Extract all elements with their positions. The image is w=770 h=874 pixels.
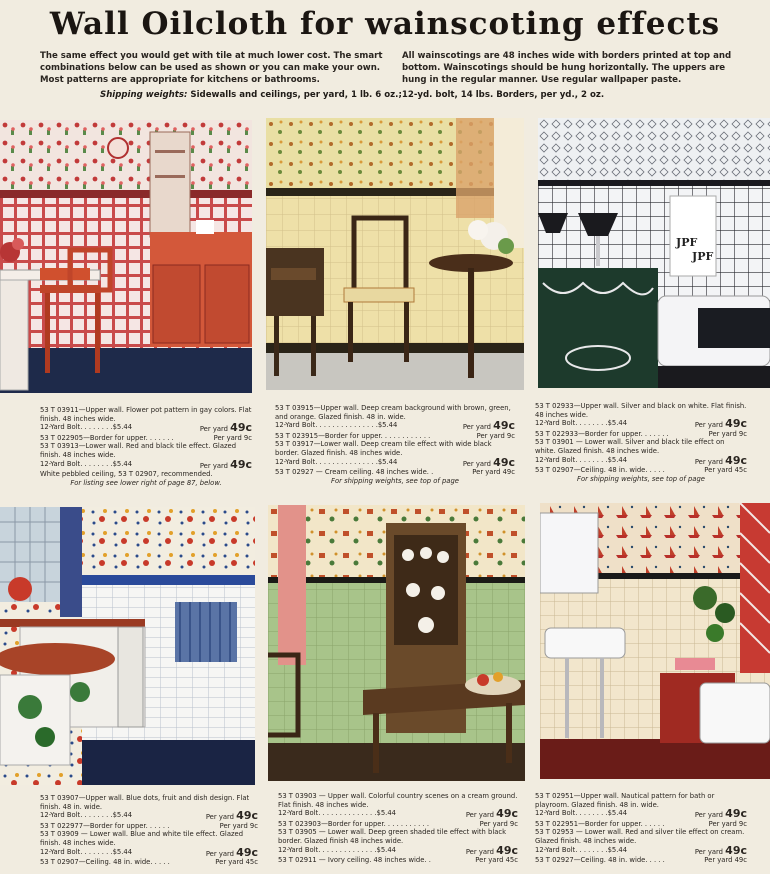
price-unit-group: [475, 856, 518, 865]
price-unit-group: [200, 423, 252, 434]
price-item: 12-Yard Bolt. . . . . . . .$5.44: [40, 847, 133, 856]
caption-3: [535, 402, 747, 483]
price-item: 53 T 022951—Border for upper. . . . . .: [535, 819, 665, 828]
item-description: White pebbled ceiling, 53 T 02907, recommended.: [40, 470, 213, 479]
item-description: 53 T 03903 — Upper wall. Colorful country scenes on a cream ground. Flat finish. 48 inches wide.: [278, 792, 518, 809]
price-unit-group: [199, 457, 252, 471]
item-description: 53 T 03915—Upper wall. Deep cream background with brown, green, and orange. Glazed finish. 48 in. wide.: [275, 404, 511, 421]
per-yard-label: Per yard 45c: [704, 466, 747, 475]
price-item: 12-Yard Bolt. . . . . . . .$5.44: [40, 423, 133, 432]
price-value: 49c: [493, 455, 515, 469]
price-unit-group: [480, 820, 518, 829]
intro-left-text: The same effect you would get with tile at much lower cost. The smart combinations below can be used as shown or you can make your own. Most patterns are appropriate for kitchens or bathrooms.: [40, 51, 383, 85]
item-description: 53 T 03911—Upper wall. Flower pot pattern in gay colors. Flat finish. 48 inches wide.: [40, 406, 252, 423]
price-unit-group: [466, 809, 518, 820]
per-yard-label: Per yard: [205, 849, 234, 858]
price-unit-group: [215, 858, 258, 867]
per-yard-label: Per yard: [694, 811, 723, 820]
item-description: 53 T 02951—Upper wall. Nautical pattern for bath or playroom. Glazed finish. 48 in. wide.: [535, 792, 715, 809]
price-item: 12-Yard Bolt. . . . . . . .$5.44: [535, 809, 628, 818]
caption-note: For shipping weights, see top of page: [577, 474, 705, 483]
price-item: 12-Yard Bolt. . . . . . . . . . . . . .$5.44: [278, 845, 396, 854]
price-unit-group: [462, 455, 515, 469]
caption-4: [40, 794, 258, 867]
price-item: 53 T 02907—Ceiling. 48 in. wide. . . . .: [535, 466, 665, 475]
price-unit-group: [704, 856, 747, 865]
bath-nautical-illustration: [540, 503, 770, 779]
bath-black-illustration: [538, 118, 770, 388]
price-row: [40, 811, 258, 822]
price-item: 53 T 02927 — Cream ceiling. 48 inches wide. .: [275, 468, 434, 477]
page-title: Wall Oilcloth for wainscoting effects: [49, 6, 721, 42]
room-photo-3: [538, 118, 770, 388]
price-unit-group: [220, 822, 258, 831]
caption-2: [275, 404, 515, 485]
price-row: [275, 468, 515, 477]
per-yard-label: Per yard: [205, 813, 234, 822]
price-row: [275, 421, 515, 432]
caption-5: [278, 792, 518, 865]
price-row: [535, 419, 747, 430]
price-unit-group: [214, 434, 252, 443]
room-photo-2: [266, 118, 524, 390]
price-item: 53 T 022977—Border for upper. . . . . .: [40, 821, 170, 830]
price-unit-group: [206, 811, 258, 822]
price-value: 49c: [725, 417, 747, 431]
price-item: 12-Yard Bolt. . . . . . . .$5.44: [40, 459, 133, 468]
caption-6: [535, 792, 747, 865]
per-yard-label: Per yard 9c: [219, 821, 258, 830]
price-row: [278, 856, 518, 865]
price-item: 12-Yard Bolt. . . . . . . . . . . . . . .$5.44: [275, 421, 398, 430]
caption-note: For shipping weights, see top of page: [331, 476, 459, 485]
price-item: 12-Yard Bolt. . . . . . . .$5.44: [535, 455, 628, 464]
room-photo-1: [0, 120, 252, 393]
price-unit-group: [695, 809, 747, 820]
price-item: 12-Yard Bolt. . . . . . . .$5.44: [535, 845, 628, 854]
per-yard-label: Per yard: [694, 421, 723, 430]
price-unit-group: [709, 820, 747, 829]
monogram-1: JPF: [676, 236, 698, 249]
price-row: [40, 434, 252, 443]
price-row: [40, 845, 258, 859]
price-unit-group: [695, 419, 747, 430]
item-description: 53 T 02953 — Lower wall. Red and silver tile effect on cream. Glazed finish. 48 inches wide.: [535, 828, 745, 845]
per-yard-label: Per yard: [694, 847, 723, 856]
price-value: 49c: [236, 809, 258, 823]
price-value: 49c: [493, 419, 515, 433]
per-yard-label: Per yard 45c: [215, 858, 258, 867]
per-yard-label: Per yard 9c: [708, 429, 747, 438]
item-description: 53 T 02933—Upper wall. Silver and black on white. Flat finish. 48 inches wide.: [535, 402, 747, 419]
per-yard-label: Per yard: [199, 425, 228, 434]
price-value: 49c: [725, 453, 747, 467]
per-yard-label: Per yard: [694, 457, 723, 466]
per-yard-label: Per yard: [465, 811, 494, 820]
item-description: 53 T 03907—Upper wall. Blue dots, fruit and dish design. Flat finish. 48 in. wide.: [40, 794, 250, 811]
price-row: [40, 858, 258, 867]
price-value: 49c: [230, 457, 252, 471]
price-row: [535, 430, 747, 439]
price-unit-group: [694, 453, 747, 467]
price-unit-group: [709, 430, 747, 439]
room-photo-5: [268, 505, 525, 781]
shipping-label: Shipping weights:: [100, 90, 188, 100]
per-yard-label: Per yard 9c: [213, 433, 252, 442]
price-item: 53 T 023915—Border for upper. . . . . . . . . . . .: [275, 431, 431, 440]
price-unit-group: [694, 843, 747, 857]
price-row: [535, 809, 747, 820]
price-item: 53 T 02907—Ceiling. 48 in. wide. . . . .: [40, 858, 170, 867]
price-unit-group: [463, 421, 515, 432]
price-row: [535, 843, 747, 857]
per-yard-label: Per yard 49c: [704, 856, 747, 865]
price-row: [40, 423, 252, 434]
per-yard-label: Per yard: [462, 423, 491, 432]
price-unit-group: [477, 432, 515, 441]
item-description: 53 T 03905 — Lower wall. Deep green shaded tile effect with black border. Glazed finish 48 inches wide.: [278, 828, 507, 845]
price-value: 49c: [230, 421, 252, 435]
price-item: 12-Yard Bolt. . . . . . . .$5.44: [40, 811, 133, 820]
price-unit-group: [704, 466, 747, 475]
item-description: 53 T 03913—Lower wall. Red and black tile effect. Glazed finish. 48 inches wide.: [40, 442, 237, 459]
price-value: 49c: [725, 807, 747, 821]
price-row: [535, 820, 747, 829]
price-value: 49c: [496, 807, 518, 821]
price-item: 53 T 02911 — Ivory ceiling. 48 inches wide. .: [278, 856, 431, 865]
kitchen-blue-illustration: [0, 507, 255, 785]
price-row: [278, 843, 518, 857]
monogram-2: JPF: [692, 250, 714, 263]
shipping-weights: [100, 90, 720, 100]
caption-note: For listing see lower right of page 87, below.: [70, 478, 222, 487]
price-unit-group: [205, 845, 258, 859]
dining-green-illustration: [268, 505, 525, 781]
price-item: 53 T 02927—Ceiling. 48 in. wide. . . . .: [535, 856, 665, 865]
price-row: [278, 809, 518, 820]
per-yard-label: Per yard: [462, 459, 491, 468]
price-item: 12-Yard Bolt. . . . . . . . . . . . . .$5.44: [278, 809, 396, 818]
price-row: [275, 432, 515, 441]
per-yard-label: Per yard 9c: [708, 819, 747, 828]
per-yard-label: Per yard 49c: [472, 468, 515, 477]
price-item: 53 T 022933—Border for upper. . . . . . .: [535, 429, 669, 438]
dining-cream-illustration: [266, 118, 524, 390]
price-row: [40, 457, 252, 471]
per-yard-label: Per yard: [465, 847, 494, 856]
price-row: [278, 820, 518, 829]
item-description: 53 T 03909 — Lower wall. Blue and white tile effect. Glazed finish. 48 inches wide.: [40, 830, 244, 847]
intro-right-text: All wainscotings are 48 inches wide with borders printed at top and bottom. Wainscotings should be hung horizontally. The uppers are hung in the regular manner. Use regular wallpaper paste.: [402, 51, 732, 85]
kitchen-red-illustration: [0, 120, 252, 393]
room-photo-4: [0, 507, 255, 785]
price-unit-group: [465, 843, 518, 857]
per-yard-label: Per yard 9c: [479, 819, 518, 828]
price-item: 53 T 023903—Border for upper. . . . . . . . . . .: [278, 819, 429, 828]
per-yard-label: Per yard 45c: [475, 856, 518, 865]
price-row: [535, 856, 747, 865]
price-item: 12-Yard Bolt. . . . . . . . . . . . . . .$5.44: [275, 457, 398, 466]
per-yard-label: Per yard: [199, 461, 228, 470]
item-description: 53 T 03917—Lower wall. Deep cream tile effect with wide black border. Glazed finish. 48 inches wide.: [275, 440, 492, 457]
item-description: 53 T 03901 — Lower wall. Silver and black tile effect on white. Glazed finish. 48 inches wide.: [535, 438, 725, 455]
price-value: 49c: [236, 845, 258, 859]
price-row: [535, 453, 747, 467]
price-unit-group: [472, 468, 515, 477]
caption-1: [40, 406, 252, 487]
price-value: 49c: [496, 843, 518, 857]
shipping-text: Sidewalls and ceilings, per yard, 1 lb. 6 oz.;12-yd. bolt, 14 lbs. Borders, per yd., 2 oz.: [190, 90, 605, 100]
price-item: 12-Yard Bolt. . . . . . . .$5.44: [535, 419, 628, 428]
price-row: [275, 455, 515, 469]
price-row: [535, 466, 747, 475]
price-value: 49c: [725, 843, 747, 857]
per-yard-label: Per yard 9c: [476, 431, 515, 440]
price-item: 53 T 022905—Border for upper. . . . . . .: [40, 433, 174, 442]
room-photo-6: [540, 503, 770, 779]
price-row: [40, 822, 258, 831]
